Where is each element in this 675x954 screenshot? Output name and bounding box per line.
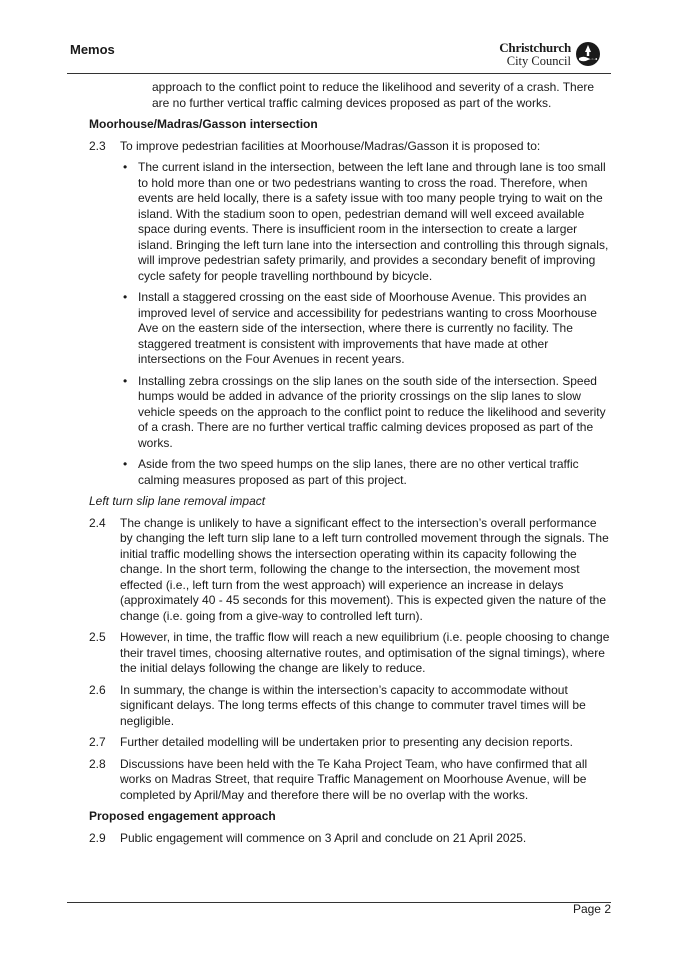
bullet-text: Aside from the two speed humps on the slip lanes, there are no other vertical traffic calming measures proposed as part of this project. [138, 457, 579, 487]
council-logo [495, 40, 605, 70]
paragraph-number: 2.4 [89, 515, 106, 530]
paragraph-2-9 [89, 830, 612, 847]
council-emblem-icon [575, 41, 601, 67]
bullet-text: The current island in the intersection, between the left lane and through lane is too small to hold more than one or two pedestrians wanting to cross the road. Therefore, when events are held locally, there is a safety issue with too many people trying to wait on the island. With the stadium soon to open, pedestrian demand will well exceed available space during events. There is insufficient room in the intersection to create a larger island. Bringing the left turn lane into the intersection and controlling this through signals, will improve pedestrian safety primarily, and provides a secondary benefit of improving cycle safety for people travelling northbound by bicycle. [138, 160, 609, 283]
logo-text-line2: City Council [506, 54, 571, 68]
section-heading-intersection: Moorhouse/Madras/Gasson intersection [89, 117, 318, 131]
paragraph-2-3 [89, 138, 612, 155]
paragraph-number: 2.6 [89, 682, 106, 697]
logo-text-line1: Christchurch [499, 40, 571, 55]
paragraph-2-7 [89, 735, 612, 751]
paragraph-text: In summary, the change is within the intersection’s capacity to accommodate without significant delays. The long terms effects of this change to commuter travel times will be negligible. [120, 682, 586, 728]
header-divider [67, 73, 611, 74]
footer-divider [67, 902, 611, 903]
bullet-text: Installing zebra crossings on the slip lanes on the south side of the intersection. Speed humps would be added in advance of the priority crossings on the slip lanes to slow vehicle speeds on the approach to the conflict point to reduce the likelihood and severity of a crash. There are no further vertical traffic calming devices proposed as part of the works. [138, 373, 606, 450]
memo-header-title: Memos [70, 42, 115, 57]
paragraph-number: 2.8 [89, 756, 106, 771]
bullet-icon: • [123, 457, 128, 471]
bullet-icon: • [123, 373, 128, 388]
paragraph-text: Public engagement will commence on 3 April and conclude on 21 April 2025. [120, 830, 527, 845]
paragraph-number: 2.5 [89, 630, 106, 644]
memo-body [0, 80, 675, 846]
paragraph-number: 2.7 [89, 735, 106, 749]
bullet-item [123, 457, 612, 488]
paragraph-2-6 [89, 682, 612, 730]
bullet-item [123, 160, 612, 284]
paragraph-2-4 [89, 515, 612, 625]
bullet-item [123, 290, 612, 368]
paragraph-number: 2.3 [89, 138, 106, 153]
section-heading-engagement: Proposed engagement approach [89, 809, 276, 823]
bullet-icon: • [123, 160, 128, 174]
page-number: Page 2 [572, 902, 611, 916]
paragraph-number: 2.9 [89, 830, 106, 845]
paragraph-text: The change is unlikely to have a significant effect to the intersection’s overall performance by changing the left turn slip lane to a left turn controlled movement through the signals. The initial traffic modelling shows the intersection operating within its capacity following the change. In the short term, following the change to the intersection, the movement most effected (i.e., left turn from the west approach) will experience an increase in delays (approximately 40 - 45 seconds for this movement). This is expected given the nature of the change (i.e. going from a give-way to controlled left turn). [120, 515, 609, 623]
paragraph-text: To improve pedestrian facilities at Moorhouse/Madras/Gasson it is proposed to: [120, 138, 541, 153]
paragraph-text: Discussions have been held with the Te Kaha Project Team, who have confirmed that all works on Madras Street, that require Traffic Management on Moorhouse Avenue, will be completed by April/May and therefore there will be no overlap with the works. [120, 756, 588, 802]
paragraph-text: However, in time, the traffic flow will reach a new equilibrium (i.e. people choosing to change their travel times, choosing alternative routes, and optimisation of the signal timings), where the initial delays following the change are likely to reduce. [120, 630, 610, 675]
paragraph-text: Further detailed modelling will be undertaken prior to presenting any decision reports. [120, 735, 573, 749]
proposal-bullet-list [0, 160, 675, 488]
paragraph-2-5 [89, 630, 612, 677]
bullet-item [123, 373, 612, 452]
continuation-text: approach to the conflict point to reduce the likelihood and severity of a crash. There are no further vertical traffic calming devices proposed as part of the works. [152, 80, 595, 110]
paragraph-2-8 [89, 756, 612, 804]
bullet-text: Install a staggered crossing on the east side of Moorhouse Avenue. This provides an improved level of service and accessibility for pedestrians wanting to cross Moorhouse Ave on the eastern side of the intersection, where there is currently no facility. The staggered treatment is consistent with improvements that have made at other intersections on the Four Avenues in recent years. [138, 290, 597, 366]
bullet-icon: • [123, 290, 128, 304]
subsection-heading-impact: Left turn slip lane removal impact [89, 494, 266, 508]
